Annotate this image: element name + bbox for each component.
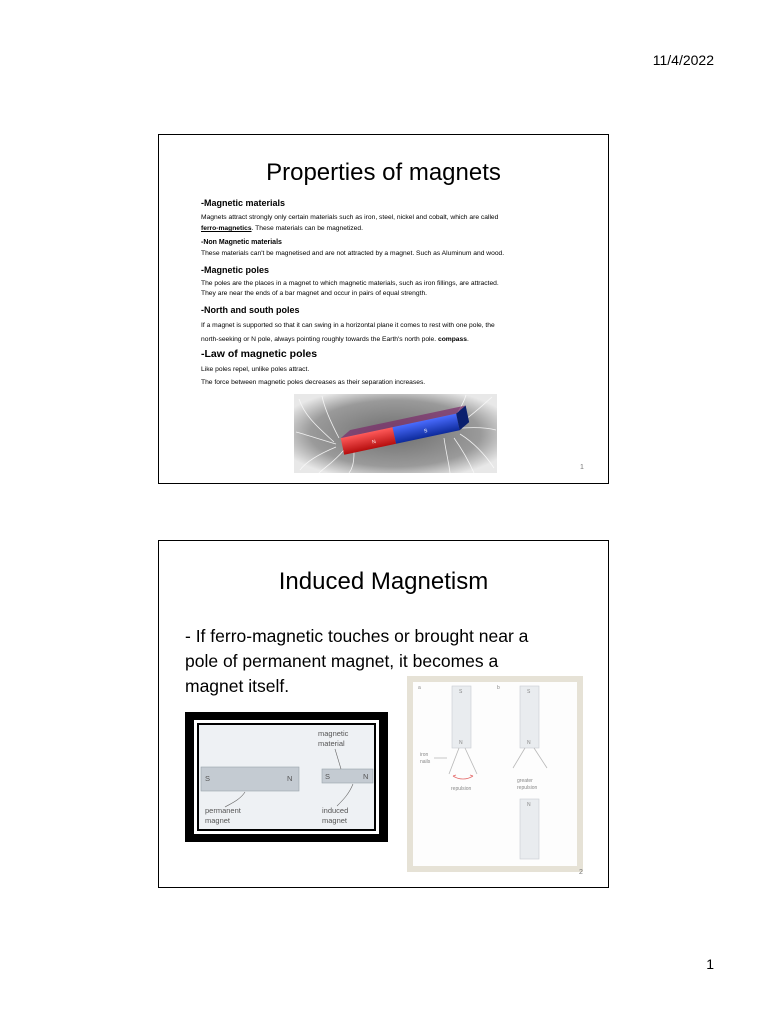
magnetic-materials-heading: -Magnetic materials xyxy=(201,198,286,208)
non-magnetic-heading: -Non Magnetic materials xyxy=(201,239,282,246)
iron-nails-label-1: iron xyxy=(420,752,429,758)
north-south-line-1: If a magnet is supported so that it can swing in a horizontal plane it comes to rest with one pole, the xyxy=(201,322,495,329)
pole-s-a-label: S xyxy=(459,689,463,695)
page-number: 1 xyxy=(706,956,714,972)
north-south-text xyxy=(201,319,591,347)
section-magnetic-materials xyxy=(201,198,591,234)
north-south-heading: -North and south poles xyxy=(201,305,300,315)
magnetic-materials-text-1: Magnets attract strongly only certain materials such as iron, steel, nickel and cobalt, which are called xyxy=(201,214,499,221)
permanent-magnet-s-label: S xyxy=(205,774,211,783)
permanent-magnet-n-label: N xyxy=(287,774,293,783)
section-north-south-poles xyxy=(201,305,591,347)
magnet-pole-s-label: S xyxy=(423,428,429,435)
magnetic-poles-text xyxy=(201,279,591,299)
permanent-magnet-label-2: magnet xyxy=(205,816,231,825)
pole-s-b-label: S xyxy=(527,689,531,695)
north-south-line-2: north-seeking or N pole, always pointing roughly towards the Earth's north pole. xyxy=(201,336,437,343)
north-south-period: . xyxy=(466,336,469,343)
repulsion-label: repulsion xyxy=(451,786,472,792)
pole-n-c-label: N xyxy=(527,802,531,808)
law-text xyxy=(201,363,591,389)
section-non-magnetic xyxy=(201,238,591,259)
slide-1-properties-of-magnets xyxy=(158,134,609,484)
section-magnetic-poles xyxy=(201,265,591,299)
magnetic-materials-text-2: . These materials can be magnetized. xyxy=(251,225,363,232)
ferro-magnetics-term: ferro-magnetics xyxy=(201,225,252,232)
slide-2-body-line-1: - If ferro-magnetic touches or brought near a xyxy=(185,626,529,646)
bar-magnet-iron-filings-image xyxy=(294,394,497,473)
section-law-of-poles xyxy=(201,348,591,389)
slide-2-title: Induced Magnetism xyxy=(278,568,489,595)
compass-word: compass xyxy=(437,336,467,343)
magnetic-poles-line-2: They are near the ends of a bar magnet and occur in pairs of equal strength. xyxy=(201,290,428,297)
permanent-magnet-label-1: permanent xyxy=(205,806,241,815)
iron-nails-repulsion-diagram xyxy=(407,676,583,872)
induced-magnet-n-label: N xyxy=(363,772,369,781)
diagram-label-b: b xyxy=(497,685,500,691)
slide-2-induced-magnetism xyxy=(158,540,609,888)
non-magnetic-text: These materials can't be magnetised and are not attracted by a magnet. Such as Aluminum and wood. xyxy=(201,250,505,257)
diagram-label-a: a xyxy=(418,685,421,691)
induced-magnet-label-2: magnet xyxy=(322,816,348,825)
pole-n-b-label: N xyxy=(527,740,531,746)
pole-n-a-label: N xyxy=(459,740,463,746)
magnetic-material-label-1: magnetic xyxy=(318,729,349,738)
iron-nails-label-2: nails xyxy=(420,759,431,765)
magnetic-materials-text xyxy=(201,212,591,234)
greater-repulsion-label-2: repulsion xyxy=(517,785,538,791)
induced-magnet-diagram xyxy=(185,712,388,842)
slide-2-body-line-2: pole of permanent magnet, it becomes a xyxy=(185,651,499,671)
magnetic-material-label-2: material xyxy=(318,739,345,748)
law-heading: -Law of magnetic poles xyxy=(201,348,318,360)
magnetic-poles-heading: -Magnetic poles xyxy=(201,265,270,275)
header-date: 11/4/2022 xyxy=(652,52,714,68)
slide-2-number: 2 xyxy=(579,869,583,876)
magnetic-poles-line-1: The poles are the places in a magnet to which magnetic materials, such as iron fillings, are attracted. xyxy=(201,280,499,287)
slide-2-body-line-3: magnet itself. xyxy=(185,676,290,696)
slide-1-number: 1 xyxy=(580,464,584,471)
law-line-1: Like poles repel, unlike poles attract. xyxy=(201,366,310,373)
slide-1-title: Properties of magnets xyxy=(266,159,501,186)
greater-repulsion-label-1: greater xyxy=(517,778,533,784)
induced-magnet-label-1: induced xyxy=(322,806,349,815)
magnet-pole-n-label: N xyxy=(371,439,377,446)
law-line-2: The force between magnetic poles decreases as their separation increases. xyxy=(201,379,426,386)
induced-magnet-s-label: S xyxy=(325,772,331,781)
